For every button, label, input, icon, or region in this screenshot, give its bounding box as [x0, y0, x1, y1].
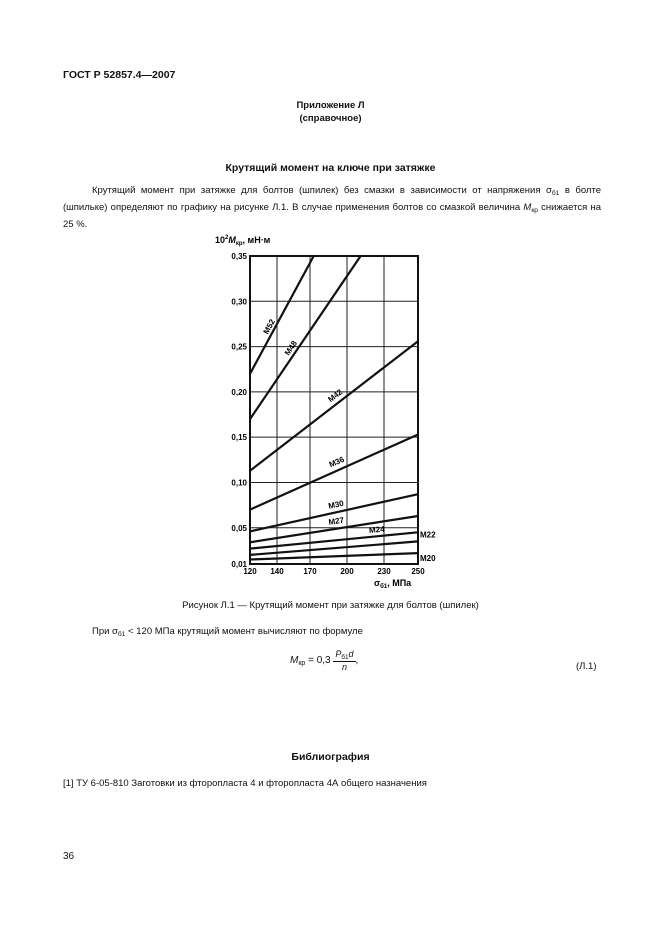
series-label: М36 [327, 454, 346, 470]
x-axis-label: $\sigma_{б1}$, МПа [374, 578, 412, 590]
series-line [250, 435, 418, 510]
y-tick-label: 0,35 [231, 252, 247, 261]
formula-num-p: P [335, 649, 342, 659]
figure-caption: Рисунок Л.1 — Крутящий момент при затяжке для болтов (шпилек) [182, 600, 479, 611]
y-tick-label: 0,15 [231, 433, 247, 443]
series-label: М24 [368, 524, 385, 536]
formula-num-d: d [348, 649, 354, 659]
y-tick-label: 0,25 [231, 342, 247, 352]
formula-numerator [333, 649, 355, 662]
formula-intro-a: При σ [92, 626, 118, 637]
para-sub-2: кр [531, 207, 538, 214]
series-label: М27 [327, 515, 345, 527]
page-number: 36 [63, 851, 75, 862]
series-label: М52 [261, 317, 277, 336]
bibliography-title: Библиография [291, 751, 370, 763]
y-tick-label: 0,01 [231, 560, 247, 569]
y-axis-label: $10^2M_{кр}$, мН·м [215, 235, 271, 247]
formula-den-n: n [341, 662, 347, 672]
appendix-subtitle: (справочное) [299, 113, 362, 124]
para-var: M [523, 202, 532, 213]
series-line [250, 532, 418, 548]
series-label: М20 [420, 554, 436, 564]
intro-paragraph [63, 184, 601, 232]
formula-num-sub: б1 [341, 654, 349, 661]
formula-lhs-sub: кр [298, 660, 306, 668]
formula-intro-b: < 120 МПа крутящий момент вычисляют по формуле [125, 626, 363, 637]
formula-number: (Л.1) [576, 661, 597, 672]
formula-intro-sub: б1 [117, 631, 126, 638]
formula [290, 649, 358, 672]
x-tick-label: 170 [303, 567, 317, 576]
x-tick-label: 230 [377, 567, 391, 576]
series-label: М42 [326, 387, 345, 405]
x-tick-label: 250 [411, 567, 425, 576]
para-text-3: снижается на 25 %. [63, 202, 601, 230]
y-tick-label: 0,20 [231, 387, 247, 397]
bibliography-item: [1] ТУ 6-05-810 Заготовки из фторопласта 4 и фторопласта 4А общего назначения [63, 778, 427, 789]
series-line [250, 541, 418, 555]
appendix-title: Приложение Л [296, 100, 365, 111]
series-line [250, 341, 418, 471]
torque-chart [200, 228, 440, 593]
para-text-2: в болте (шпильке) определяют по графику на рисунке Л.1. В случае применения болтов со смазкой величина [63, 185, 601, 213]
series-label: М48 [282, 339, 300, 358]
document-code: ГОСТ Р 52857.4—2007 [63, 69, 176, 81]
x-tick-label: 200 [340, 567, 354, 576]
appendix-heading [0, 99, 661, 125]
y-tick-label: 0,05 [231, 523, 247, 533]
x-tick-label: 140 [270, 567, 284, 576]
x-tick-label: 120 [243, 567, 257, 576]
formula-intro [92, 626, 363, 638]
para-text-1: Крутящий момент при затяжке для болтов (шпилек) без смазки в зависимости от напряжения σ [92, 185, 552, 196]
para-sub-1: б1 [551, 190, 560, 197]
section-title: Крутящий момент на ключе при затяжке [225, 162, 436, 174]
series-label: М30 [327, 498, 345, 511]
series-line [250, 256, 314, 374]
y-tick-label: 0,30 [231, 297, 247, 307]
y-tick-label: 0,10 [231, 478, 247, 488]
formula-tail: , [355, 655, 359, 667]
series-label: М22 [420, 530, 436, 540]
series-line [250, 553, 418, 559]
formula-eq: = 0,3 [305, 655, 331, 667]
formula-fraction [333, 649, 355, 672]
formula-denominator [333, 662, 355, 672]
formula-lhs: M [290, 655, 299, 667]
